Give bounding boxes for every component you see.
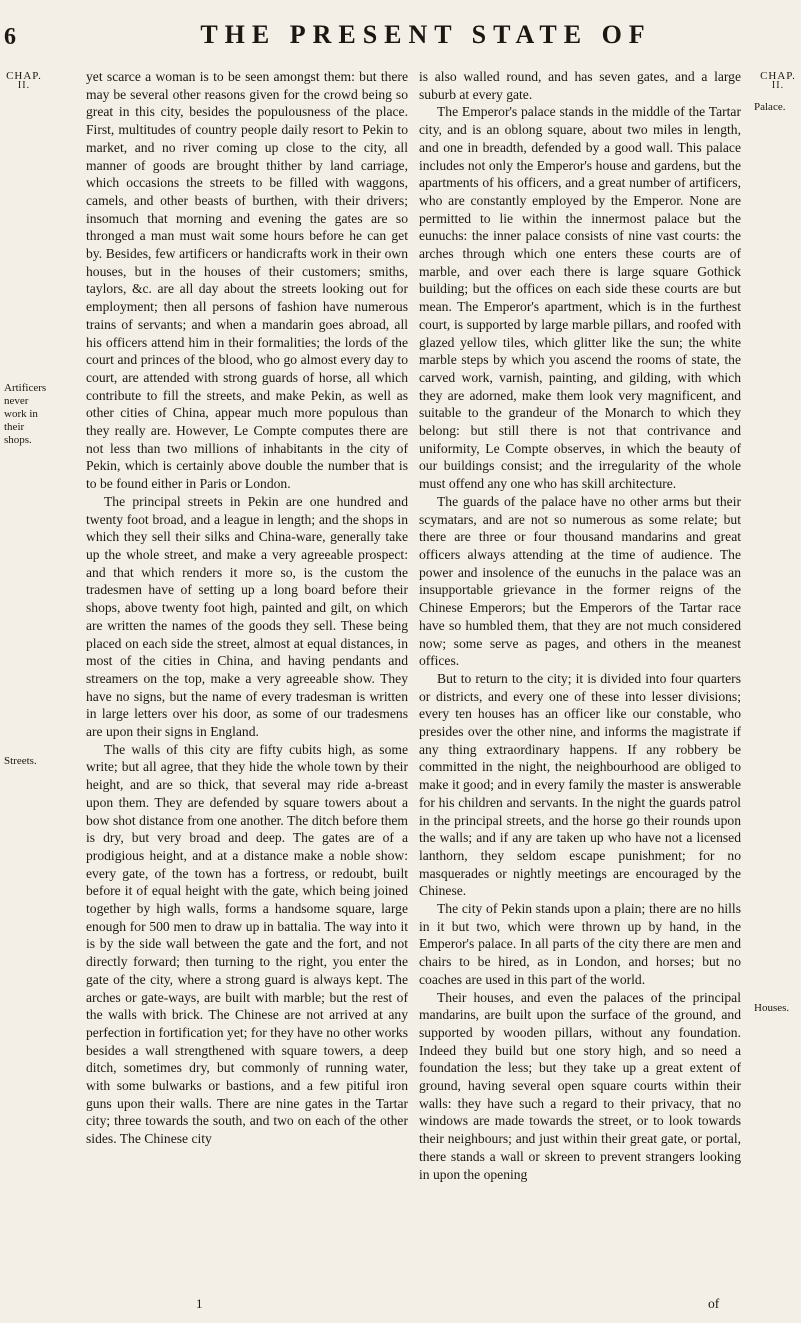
paragraph: The principal streets in Pekin are one hundred and twenty foot broad, and a league in length; and the shops in which they sell their silks and China-ware, generally take up the whole street, and make a very agreeable prospect: and that which renders it more so, is the custom the tradesmen have of setting up a long board before their shops, above twenty foot high, painted and gilt, on which are written the names of the goods they sell. These being placed on each side the street, almost at equal distances, in most of the cities in China, and having pendants and streamers on the top, make a very agreeable show. They have no signs, but the name of every tradesman is written in large letters over his door, as some of our tradesmens are upon their signs in England. bbox=[86, 493, 408, 740]
paragraph: yet scarce a woman is to be seen amongst them: but there may be several other reasons given for the crowd being so great in this city, besides the populousness of the place. First, multitudes of country people daily resort to Pekin to market, and no river coming up close to the city, all manner of goods are brought thither by land carriage, which occasions the streets to be filled with waggons, camels, and other beasts of burthen, with their drivers; insomuch that morning and evening the gates are so thronged a man must wait some hours before he can get by. Besides, few artificers or handicrafts work in their own houses, but in the houses of their customers; smiths, taylors, &c. are all day about the streets looking out for employment; then all persons of fashion have numerous trains of servants; and when a mandarin goes abroad, all his officers attend him in their formalities; the lords of the court and princes of the blood, who go almost every day to court, are attended with strong guards of horse, all which contribute to fill the streets, and make Pekin, as well as other cities of China, appear much more populous than they really are. However, Le Compte computes there are not less than two millions of inhabitants in the city of Pekin, which is certainly above double the number that is to be found either in Paris or London. bbox=[86, 69, 408, 492]
paragraph: But to return to the city; it is divided into four quarters or districts, and every one of these into lesser divisions; every ten houses has an officer like our constable, who presides over the other nine, and informs the magistrate if any thing extraordinary happens. If any robbery be committed in the night, the neighbourhood are obliged to make it good; and in every family the master is answerable for his children and servants. In the night the guards patrol in the principal streets, and the horse go their rounds upon the walls; and if any are taken up who have not a licensed lanthorn, they seldom escape punishment; for no masquerades or nightly meetings are encouraged by the Chinese. bbox=[419, 670, 741, 899]
chapter-number: II. bbox=[17, 80, 31, 91]
paragraph: Their houses, and even the palaces of the principal mandarins, are built upon the surface of the ground, and supported by wooden pillars, without any foundation. Indeed they build but one story high, and so need a foundation the less; but they take up a great extent of ground, having several open square courts within their walls: they have such a regard to their privacy, that no windows are made towards the street, or to look towards their neighbours; and just within their great gate, or portal, there stands a wall or skreen to prevent strangers looking in upon the opening bbox=[419, 989, 741, 1182]
running-title: THE PRESENT STATE OF bbox=[200, 20, 652, 49]
left-column bbox=[86, 68, 408, 1148]
catchword: of bbox=[708, 1296, 720, 1311]
paragraph: The Emperor's palace stands in the middle of the Tartar city, and is an oblong square, about two miles in length, and one in breadth, defended by a good wall. This palace includes not only the Emperor's house and gardens, but the apartments of his officers, and a great number of artificers, who are constantly employed by the Emperor. None are permitted to lie within the innermost palace but the eunuchs: the inner palace consists of nine vast courts: the arches through which one enters these courts are of marble, and over each there is large square Gothick building; but the offices on each side these courts are but mean. The Emperor's apartment, which is in the furthest court, is supported by large marble pillars, and roofed with glazed yellow tiles, which glitter like the sun; the white marble steps by which you ascend the rooms of state, the carved work, varnish, painting, and gilding, with which they are adorned, make them look very magnificent, and suitable to the grandeur of the Monarch to which they belong: but still there is not that contrivance and uniformity, Le Compte observes, in which the beauty of our buildings consist; and the irregularity of the whole must offend any one who has skill architecture. bbox=[419, 104, 741, 492]
paragraph: is also walled round, and has seven gates, and a large suburb at every gate. bbox=[419, 69, 741, 102]
chapter-label: CHAP. bbox=[760, 70, 796, 82]
paragraph: The walls of this city are fifty cubits high, as some write; but all agree, that they hide the whole town by their height, and are so thick, that several may ride a-breast upon them. They are defended by square towers about a bow shot distance from one another. The ditch before them is dry, but very broad and deep. The gates are of a prodigious height, and at a distance make a noble show: every gate, of the town has a fortress, or redoubt, built before it of equal height with the gate, which being joined together by high walls, forms a handsome square, large enough for 500 men to draw up in battalia. The way into it is by the side wall between the gate and the fort, and not directly forward; then turning to the right, you enter the gate of the city, where a strong guard is always kept. The arches or gate-ways, are built with marble; but the rest of the walls with brick. The Chinese are not arrived at any perfection in fortification yet; for they have no other works besides a wall strengthened with square towers, a deep ditch, sometimes dry, but commonly of running water, with some bulwarks or bastions, and a few pitiful iron guns upon their walls. There are nine gates in the Tartar city; three towards the south, and two on each of the other sides. The Chinese city bbox=[86, 741, 408, 1147]
margin-note-houses: Houses. bbox=[754, 1002, 790, 1014]
chapter-marker-left bbox=[2, 70, 46, 90]
paragraph: The city of Pekin stands upon a plain; there are no hills in it but two, which were thrown up by hand, in the Emperor's palace. In all parts of the city there are men and chairs to be hired, as in London, and horses; but no coaches are used in this part of the world. bbox=[419, 901, 741, 987]
chapter-number: II. bbox=[771, 80, 785, 91]
margin-note-artificers: Artificers never work in their shops. bbox=[4, 382, 47, 446]
page-number: 6 bbox=[4, 24, 16, 50]
chapter-label: CHAP. bbox=[6, 70, 42, 82]
chapter-marker-right bbox=[756, 70, 800, 90]
right-column bbox=[419, 68, 741, 1183]
paragraph: The guards of the palace have no other arms but their scymatars, and are not so numerous as some relate; but there are three or four thousand mandarins and great officers always attending at the time of audience. The power and insolence of the eunuchs in the palace was an insupportable grievance in the former reigns of the Chinese Emperors; but the Emperors of the Tartar race have so humbled them, that they are not much considered now; some serve as pages, and others in the meanest offices. bbox=[419, 493, 741, 669]
signature-mark: 1 bbox=[196, 1296, 203, 1311]
page-header bbox=[0, 14, 801, 54]
margin-note-palace: Palace. bbox=[754, 101, 786, 113]
margin-note-streets: Streets. bbox=[4, 755, 37, 767]
